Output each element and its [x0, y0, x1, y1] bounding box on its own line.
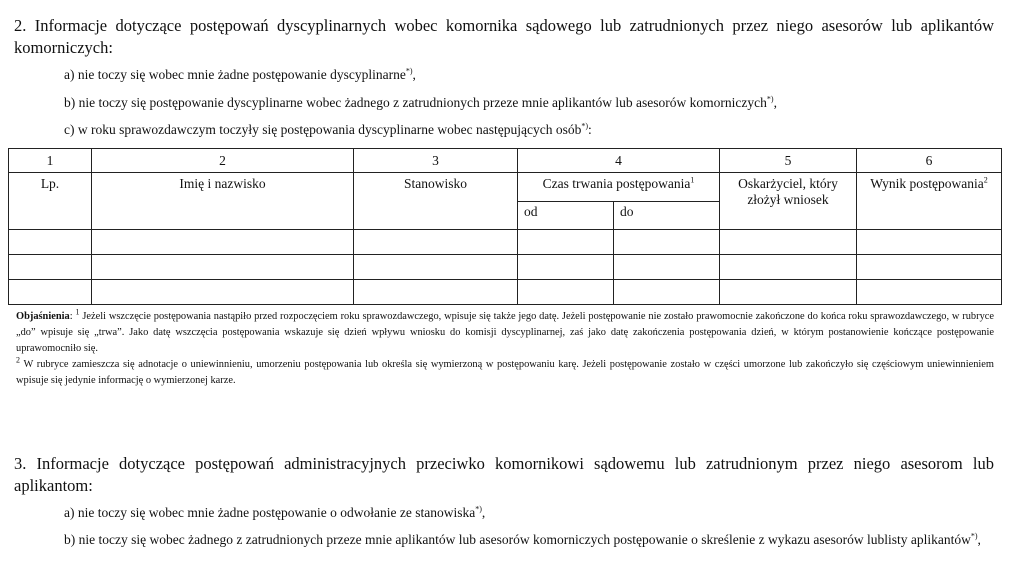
cell-to[interactable] [614, 280, 720, 305]
cell-name[interactable] [92, 230, 354, 255]
section-2-heading-text: 2. Informacje dotyczące postępowań dyscyplinarnych wobec komornika sądowego lub zatrudnionych przez niego asesorów lub aplikantów komorniczych: [14, 16, 994, 57]
item-a-comma: , [412, 67, 416, 82]
cell-accuser[interactable] [720, 280, 857, 305]
footnote-mark: *) [475, 504, 482, 514]
note-2-mark: 2 [16, 355, 20, 365]
section-2-item-a [64, 66, 996, 84]
section-3-item-b [64, 531, 996, 549]
cell-result[interactable] [857, 280, 1002, 305]
section-2-item-c [64, 121, 996, 139]
col-number-5: 5 [720, 149, 857, 173]
cell-from[interactable] [518, 280, 614, 305]
cell-name[interactable] [92, 280, 354, 305]
footnote-mark: *) [405, 66, 413, 76]
col-number-4: 4 [518, 149, 720, 173]
section-2-heading [14, 15, 994, 59]
header-result-text: Wynik postępowania [870, 176, 984, 191]
section-3-item-b-text: b) nie toczy się wobec żadnego z zatrudnionych przeze mnie aplikantów lub asesorów komorniczych postępowanie o skreślenie z wykazu asesorów lublisty aplikantów [64, 532, 971, 547]
cell-to[interactable] [614, 255, 720, 280]
column-number-row [9, 149, 1002, 173]
cell-lp[interactable] [9, 230, 92, 255]
header-row [9, 173, 1002, 202]
cell-to[interactable] [614, 230, 720, 255]
explanations-label: Objaśnienia [16, 311, 70, 322]
cell-from[interactable] [518, 230, 614, 255]
cell-from[interactable] [518, 255, 614, 280]
table-row [9, 230, 1002, 255]
cell-name[interactable] [92, 255, 354, 280]
disciplinary-table [8, 148, 1002, 305]
item-b-text: b) nie toczy się postępowanie dyscyplinarne wobec żadnego z zatrudnionych przeze mnie aplikantów lub asesorów komorniczych [64, 95, 767, 110]
note-2-text: W rubryce zamieszcza się adnotacje o uniewinnieniu, umorzeniu postępowania lub określa się wymierzoną w postępowaniu karę. Jeżeli postępowanie zostało w części umorzone lub zakończyło się częściowym uniewinnieniem wpisuje się jedynie informację o wymierzonej karze. [16, 359, 994, 386]
header-lp: Lp. [9, 173, 92, 230]
table-row [9, 255, 1002, 280]
cell-position[interactable] [354, 255, 518, 280]
header-duration-text: Czas trwania postępowania [542, 176, 691, 191]
item-b-comma: , [773, 95, 777, 110]
table-row [9, 280, 1002, 305]
header-from: od [518, 202, 614, 230]
footnote-2-mark: 2 [983, 175, 988, 185]
cell-lp[interactable] [9, 255, 92, 280]
cell-position[interactable] [354, 280, 518, 305]
header-name: Imię i nazwisko [92, 173, 354, 230]
item-a-text: a) nie toczy się wobec mnie żadne postępowanie dyscyplinarne [64, 67, 406, 82]
cell-result[interactable] [857, 230, 1002, 255]
section-3-item-b-comma: , [977, 532, 981, 547]
footnote-1-mark: 1 [690, 175, 695, 185]
footnote-mark: *) [581, 121, 589, 131]
cell-lp[interactable] [9, 280, 92, 305]
section-3-item-a-text: a) nie toczy się wobec mnie żadne postępowanie o odwołanie ze stanowiska [64, 505, 476, 520]
section-3-item-a-comma: , [481, 505, 486, 520]
col-number-2: 2 [92, 149, 354, 173]
note-1-text: Jeżeli wszczęcie postępowania nastąpiło przed rozpoczęciem roku sprawozdawczego, wpisuje się także jego datę. Jeżeli postępowanie nie zostało prawomocnie zakończone do końca roku sprawozdawczego, w rubryce „do” wpisuje się „trwa”. Jako datę wszczęcia postępowania wskazuje się dzień wpływu wniosku do komisji dyscyplinarnej, zaś jako datę zakończenia postępowania dzień, w którym postanowienie kończące postępowanie uprawomocniło się. [16, 311, 994, 354]
footnote-mark: *) [970, 531, 978, 541]
section-3-item-a [64, 504, 996, 522]
col-number-3: 3 [354, 149, 518, 173]
header-position: Stanowisko [354, 173, 518, 230]
section-2-item-b [64, 94, 996, 112]
explanations-note-1: Objaśnienia: $^1$ Jeżeli wszczęcie postępowania nastąpiło przed rozpoczęciem roku sprawozdawczego, wpisuje się także jego datę. Jeżeli postępowanie nie zostało prawomocnie zakończone do końca roku sprawozdawczego, w rubryce „do” wpisuje się „trwa”. Jako datę wszczęcia postępowania wskazuje się dzień wpływu wniosku do komisji dyscyplinarnej, zaś jako datę zakończenia postępowania dzień, w którym postanowienie kończące postępowanie uprawomocniło się. [16, 307, 994, 354]
header-duration [518, 173, 720, 202]
cell-accuser[interactable] [720, 255, 857, 280]
note-1-mark: 1 [75, 307, 80, 317]
footnote-mark: *) [766, 94, 774, 104]
header-to: do [614, 202, 720, 230]
header-accuser: Oskarżyciel, który złożył wniosek [720, 173, 857, 230]
col-number-6: 6 [857, 149, 1002, 173]
section-3-heading-text: 3. Informacje dotyczące postępowań administracyjnych przeciwko komornikowi sądowemu lub zatrudnionym przez niego asesorom lub aplikantom: [14, 454, 994, 495]
cell-result[interactable] [857, 255, 1002, 280]
col-number-1: 1 [9, 149, 92, 173]
cell-accuser[interactable] [720, 230, 857, 255]
cell-position[interactable] [354, 230, 518, 255]
header-result [857, 173, 1002, 230]
section-3-heading [14, 453, 994, 497]
explanations-note-2 [16, 357, 994, 389]
item-c-colon: : [588, 122, 592, 137]
item-c-text: c) w roku sprawozdawczym toczyły się postępowania dyscyplinarne wobec następujących osób [64, 122, 582, 137]
